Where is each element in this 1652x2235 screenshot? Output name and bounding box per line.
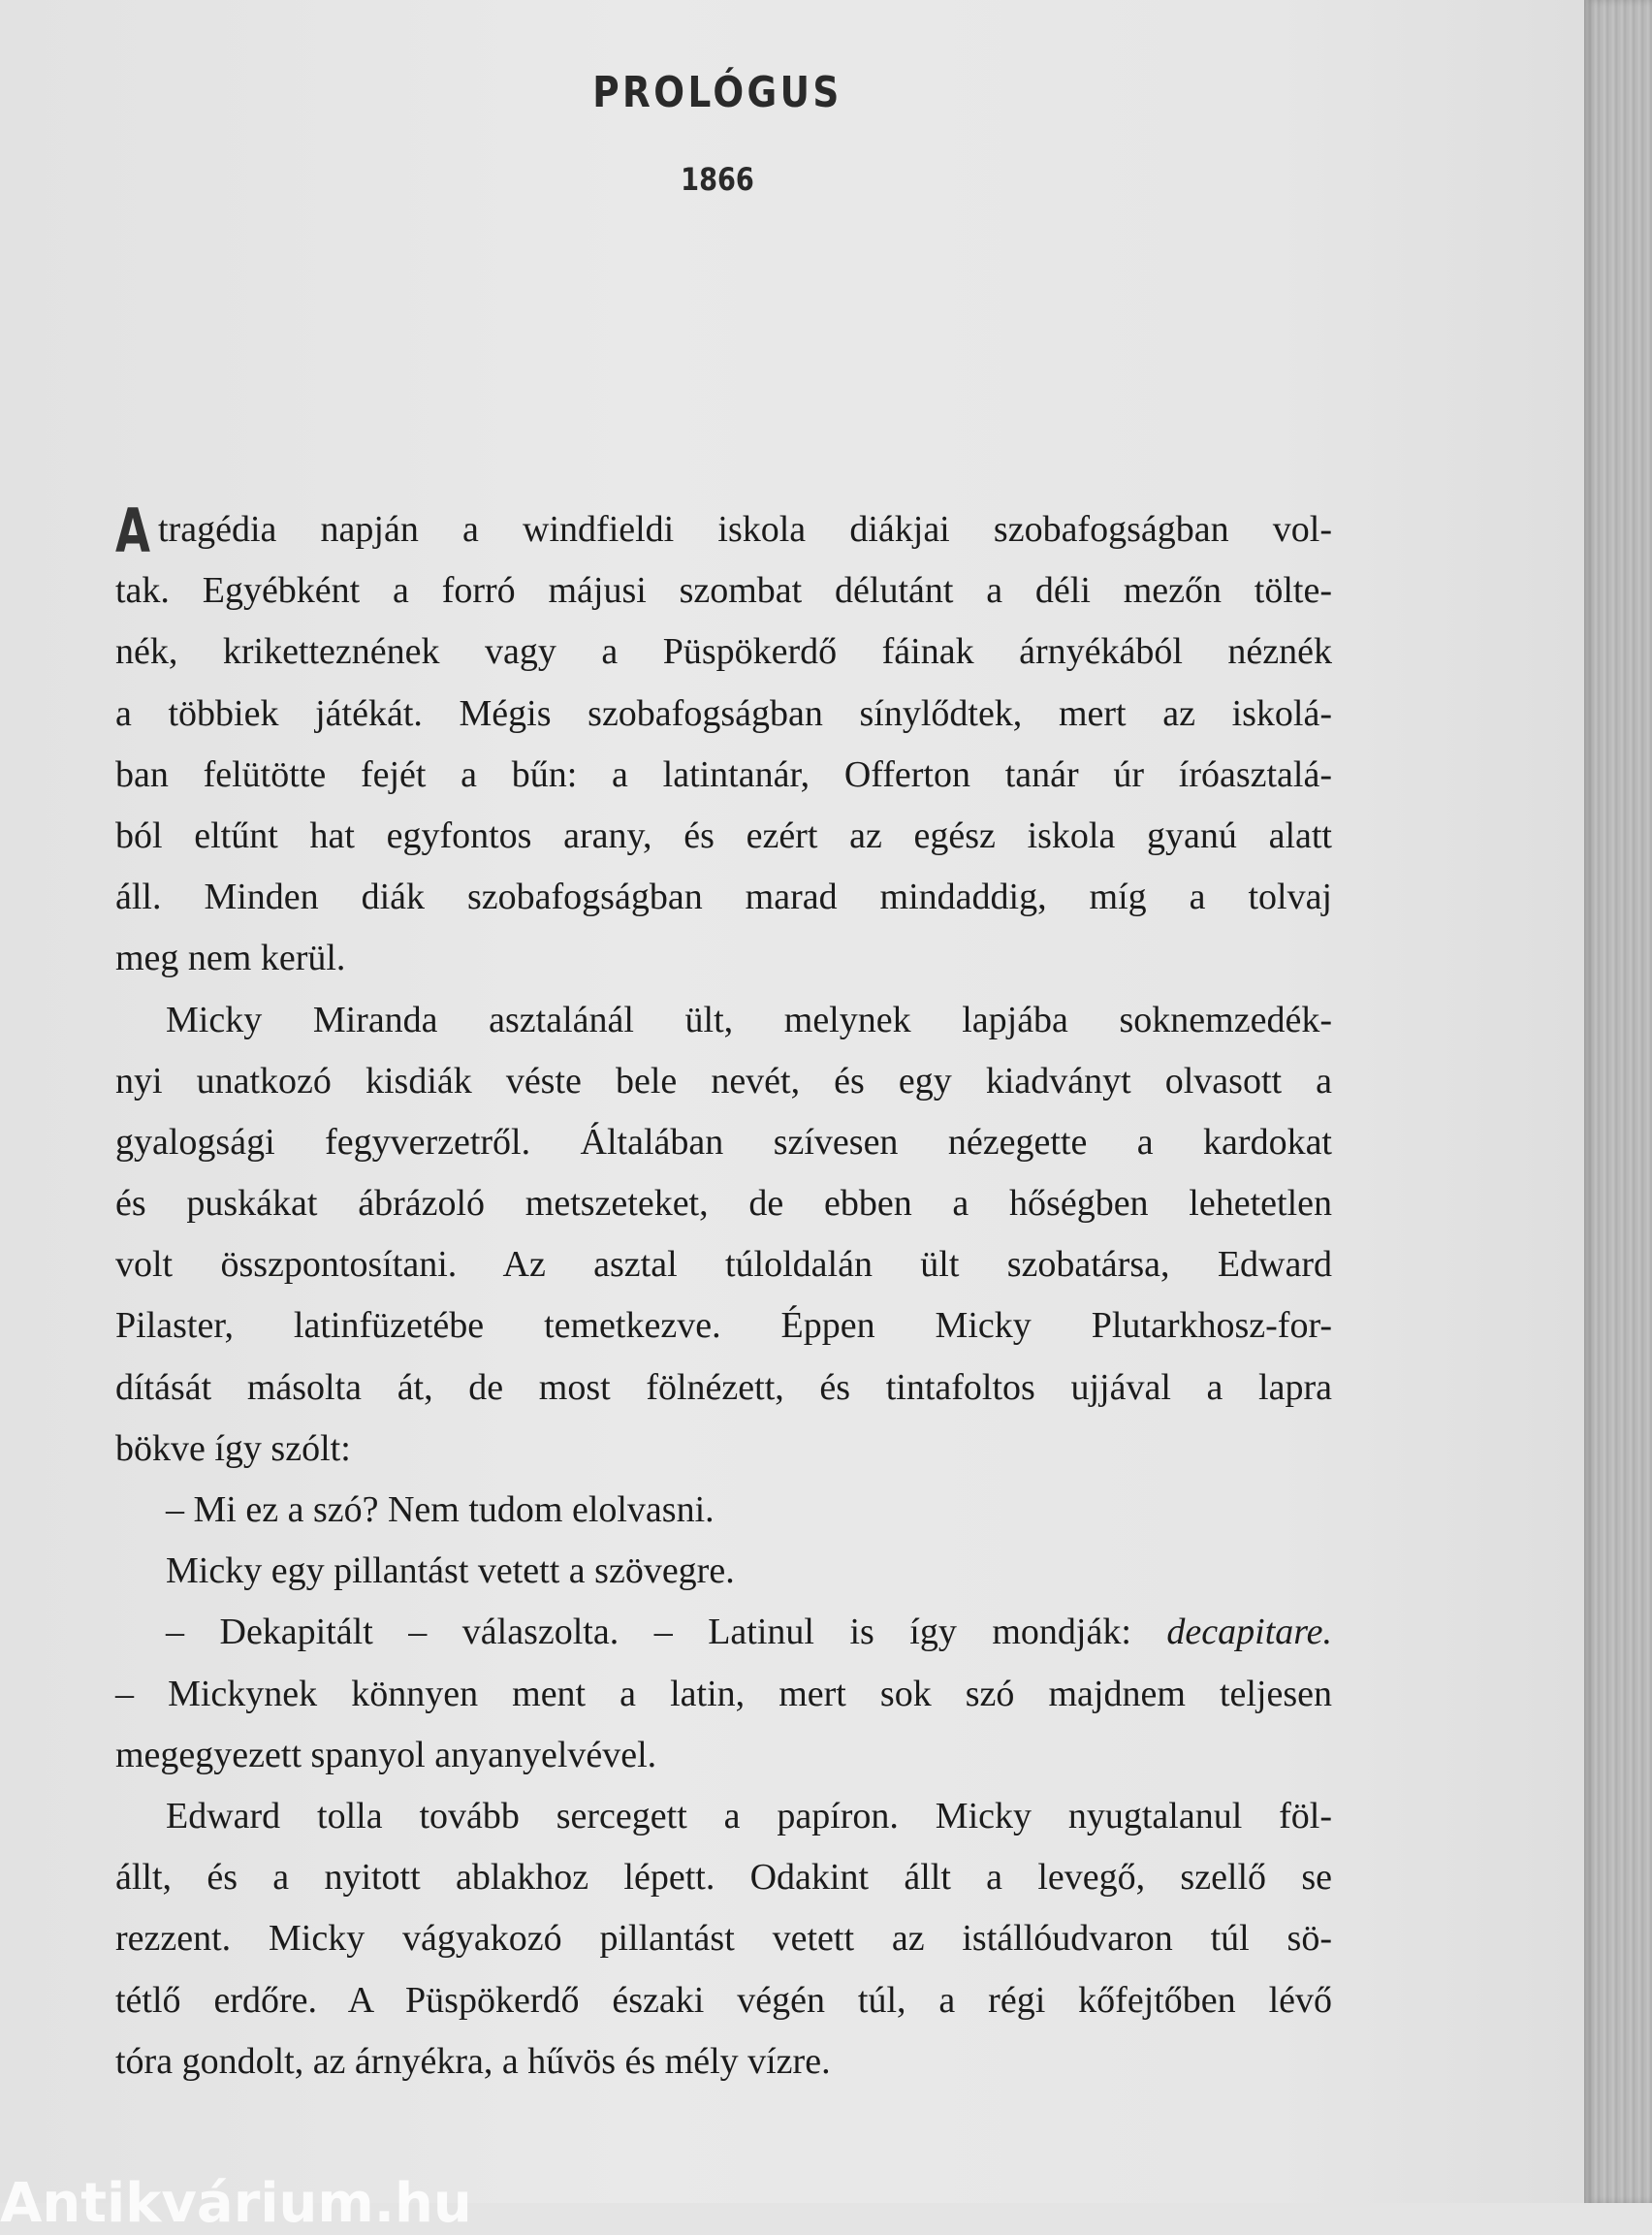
text-line: áll. Minden diák szobafogságban marad mindaddig, míg a tolvaj: [115, 877, 1332, 918]
text-line: volt összpontosítani. Az asztal túloldalán ült szobatársa, Edward: [115, 1244, 1332, 1286]
text-line: – Dekapitált – válaszolta. – Latinul is így mondják: decapitare.: [166, 1612, 1332, 1653]
italic-word: decapitare.: [1166, 1612, 1332, 1653]
text-line: bökve így szólt:: [115, 1427, 351, 1469]
text-line: Micky egy pillantást vetett a szövegre.: [166, 1550, 735, 1592]
text-line: nék, kriketteznének vagy a Püspökerdő fáinak árnyékából néznék: [115, 631, 1332, 673]
text-line: rezzent. Micky vágyakozó pillantást vetett az istállóudvaron túl sö-: [115, 1918, 1332, 1960]
text-line: és puskákat ábrázoló metszeteket, de ebben a hőségben lehetetlen: [115, 1183, 1332, 1225]
text-line: nyi unatkozó kisdiák véste bele nevét, és egy kiadványt olvasott a: [115, 1060, 1332, 1102]
text-line: Pilaster, latinfüzetébe temetkezve. Éppen Micky Plutarkhosz-for-: [115, 1305, 1332, 1347]
text-line: állt, és a nyitott ablakhoz lépett. Odakint állt a levegő, szellő se: [115, 1857, 1332, 1899]
text-line: Edward tolla tovább sercegett a papíron. Micky nyugtalanul föl-: [166, 1795, 1332, 1836]
chapter-title: PROLÓGUS: [592, 68, 842, 117]
text-line: tétlő erdőre. A Püspökerdő északi végén túl, a régi kőfejtőben lévő: [115, 1979, 1332, 2021]
text-line: meg nem kerül.: [115, 938, 346, 979]
text-line: – Mi ez a szó? Nem tudom elolvasni.: [166, 1489, 715, 1530]
text-line: dítását másolta át, de most fölnézett, és tintafoltos ujjával a lapra: [115, 1366, 1332, 1408]
text-line: tóra gondolt, az árnyékra, a hűvös és mély vízre.: [115, 2040, 831, 2082]
text-line: tak. Egyébként a forró májusi szombat délutánt a déli mezőn tölte-: [115, 570, 1332, 612]
text-line: gyalogsági fegyverzetről. Általában szívesen nézegette a kardokat: [115, 1121, 1332, 1163]
text-line: A tragédia napján a windfieldi iskola diákjai szobafogságban vol-: [115, 495, 1332, 566]
chapter-body: [115, 495, 1332, 2092]
drop-cap: A: [115, 495, 150, 566]
text-line: – Mickynek könnyen ment a latin, mert sok szó majdnem teljesen: [115, 1673, 1332, 1714]
text-line: a többiek játékát. Mégis szobafogságban sínylődtek, mert az iskolá-: [115, 692, 1332, 734]
text-line: megegyezett spanyol anyanyelvével.: [115, 1734, 657, 1775]
text-line: Micky Miranda asztalánál ült, melynek lapjába soknemzedék-: [166, 999, 1332, 1040]
watermark: Antikvárium.hu: [0, 2172, 472, 2235]
text-line: ból eltűnt hat egyfontos arany, és ezért az egész iskola gyanú alatt: [115, 814, 1332, 856]
page-edge: [1584, 0, 1652, 2203]
chapter-year: 1866: [681, 161, 754, 198]
text-line: ban felütötte fejét a bűn: a latintanár, Offerton tanár úr íróasztalá-: [115, 753, 1332, 795]
